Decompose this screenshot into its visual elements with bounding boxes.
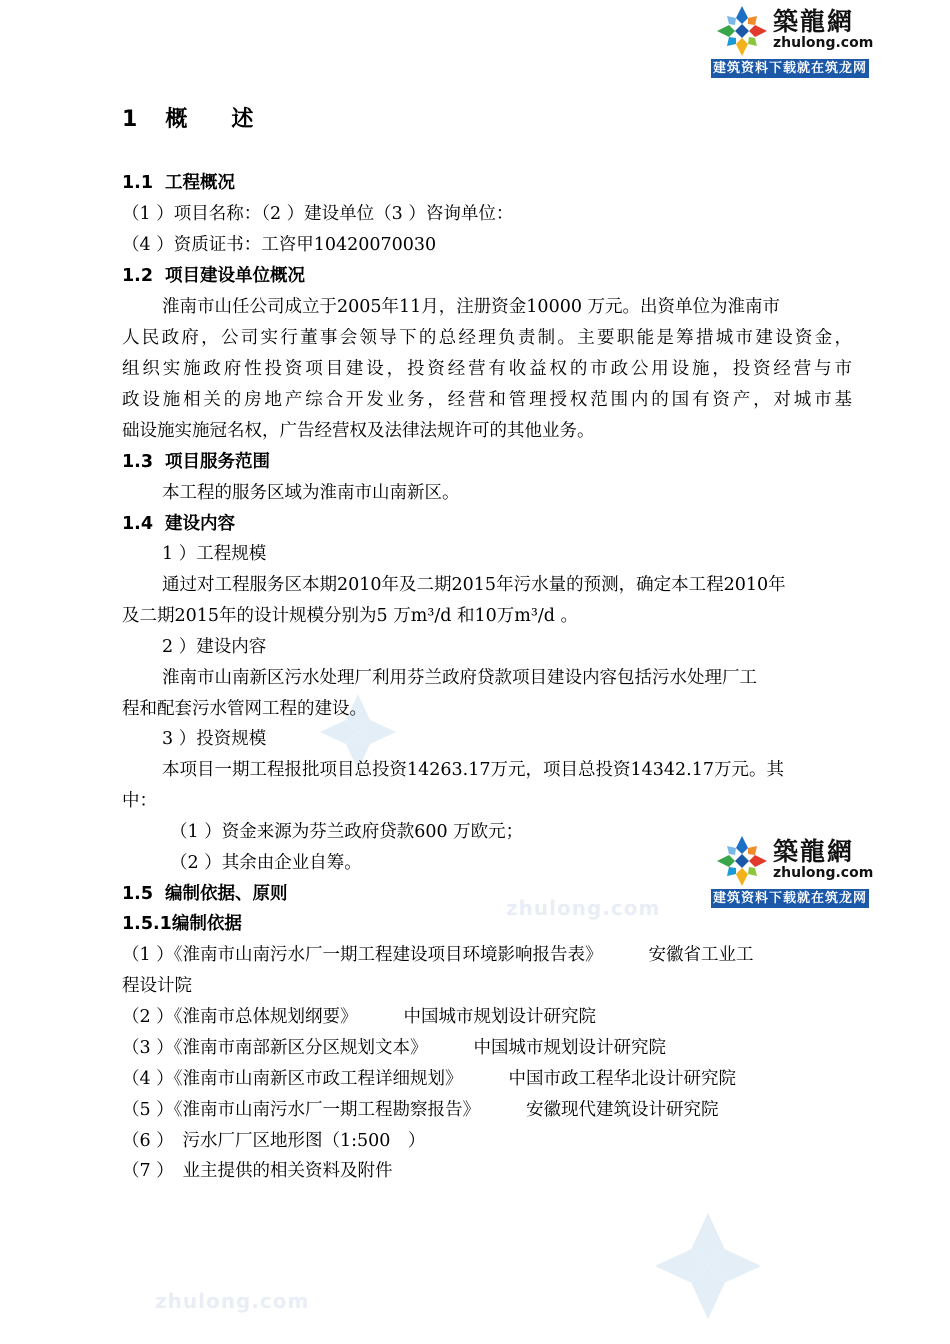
section-number: 1.3: [122, 452, 154, 472]
text-line: 中：: [122, 791, 157, 811]
logo-chinese-name: 築龍網: [773, 7, 855, 36]
reference-author: 中国城市规划设计研究院: [473, 1038, 666, 1058]
text-line: 本项目一期工程报批项目总投资14263.17万元，项目总投资14342.17万元。其: [162, 760, 784, 780]
zhulong-diamond-icon: [715, 4, 769, 58]
reference-item: [122, 1066, 736, 1092]
logo-domain: zhulong.com: [773, 865, 874, 881]
section-title: 项目服务范围: [165, 452, 271, 472]
logo-tagline: 建筑资料下载就在筑龙网: [712, 891, 867, 906]
reference-item: （6 ） 污水厂厂区地形图（1:500 ）: [122, 1131, 426, 1151]
zhulong-diamond-icon: [715, 834, 769, 888]
section-title: 建设内容: [165, 514, 236, 534]
text-line: （1 ）项目名称：（2 ）建设单位（3 ）咨询单位：: [122, 204, 514, 224]
reference-item: [122, 1035, 666, 1061]
text-line: 本工程的服务区域为淮南市山南新区。: [162, 483, 460, 503]
section-number: 1.5: [122, 884, 154, 904]
chapter-title: 概 述: [165, 107, 254, 132]
reference-author: 安徽省工业工: [648, 945, 754, 965]
section-number: 1.4: [122, 514, 154, 534]
text-line: 政设施相关的房地产综合开发业务，经营和管理授权范围内的国有资产，对城市基: [122, 390, 852, 410]
reference-author: 安徽现代建筑设计研究院: [525, 1100, 719, 1120]
section-number: 1.2: [122, 266, 154, 286]
text-line: 淮南市山南新区污水处理厂利用芬兰政府贷款项目建设内容包括污水处理厂工: [162, 668, 757, 688]
text-line: （1 ）资金来源为芬兰政府贷款600 万欧元；: [170, 822, 524, 842]
reference-author: 中国市政工程华北设计研究院: [508, 1069, 736, 1089]
text-line: 淮南市山任公司成立于2005年11月，注册资金10000 万元。出资单位为淮南市: [162, 297, 781, 317]
text-line: 人民政府，公司实行董事会领导下的总经理负责制。主要职能是筹措城市建设资金，: [122, 328, 852, 348]
text-line: 及二期2015年的设计规模分别为5 万m³/d 和10万m³/d 。: [122, 606, 579, 626]
reference-title: （2 ）《淮南市总体规划纲要》: [122, 1007, 358, 1027]
reference-title: （4 ）《淮南市山南新区市政工程详细规划》: [122, 1069, 463, 1089]
text-line: 通过对工程服务区本期2010年及二期2015年污水量的预测，确定本工程2010年: [162, 575, 786, 595]
logo-domain: zhulong.com: [773, 35, 874, 51]
section-title: 编制依据、原则: [165, 884, 288, 904]
list-item-label: 2 ）建设内容: [162, 637, 267, 657]
reference-item-continued: 程设计院: [122, 976, 192, 996]
section-heading-1-2: [122, 263, 305, 289]
reference-title: （5 ）《淮南市山南污水厂一期工程勘察报告》: [122, 1100, 480, 1120]
list-item-label: 3 ）投资规模: [162, 729, 267, 749]
chapter-number: 1: [122, 107, 138, 132]
watermark-snowflake-icon: [652, 1210, 764, 1322]
section-heading-1-4: [122, 511, 235, 537]
section-number: 1.1: [122, 173, 154, 193]
list-item-label: 1 ）工程规模: [162, 544, 267, 564]
reference-title: （3 ）《淮南市南部新区分区规划文本》: [122, 1038, 428, 1058]
subsection-heading-1-5-1: 1.5.1编制依据: [122, 914, 242, 934]
text-line: 组织实施政府性投资项目建设，投资经营有收益权的市政公用设施，投资经营与市: [122, 359, 852, 379]
zhulong-logo-top: [711, 0, 874, 78]
section-heading-1-3: [122, 449, 270, 475]
text-line: （2 ）其余由企业自筹。: [170, 853, 362, 873]
reference-item: [122, 942, 753, 968]
logo-tagline: 建筑资料下载就在筑龙网: [712, 61, 867, 76]
reference-author: 中国城市规划设计研究院: [403, 1007, 596, 1027]
reference-title: （1 ）《淮南市山南污水厂一期工程建设项目环境影响报告表》: [122, 945, 603, 965]
chapter-heading: [122, 102, 253, 133]
text-line: （4 ）资质证书：工咨甲10420070030: [122, 235, 437, 255]
reference-item: [122, 1097, 718, 1123]
section-heading-1-5: [122, 881, 288, 907]
reference-item: （7 ） 业主提供的相关资料及附件: [122, 1161, 393, 1181]
text-line: 程和配套污水管网工程的建设。: [122, 699, 367, 719]
section-title: 工程概况: [165, 173, 236, 193]
section-heading-1-1: [122, 170, 235, 196]
logo-chinese-name: 築龍網: [773, 837, 855, 866]
zhulong-logo-middle: [711, 830, 874, 908]
text-line: 础设施实施冠名权，广告经营权及法律法规许可的其他业务。: [122, 421, 595, 441]
section-title: 项目建设单位概况: [165, 266, 306, 286]
watermark-text: zhulong.com: [506, 896, 661, 920]
reference-item: [122, 1004, 596, 1030]
watermark-text: zhulong.com: [155, 1289, 310, 1313]
